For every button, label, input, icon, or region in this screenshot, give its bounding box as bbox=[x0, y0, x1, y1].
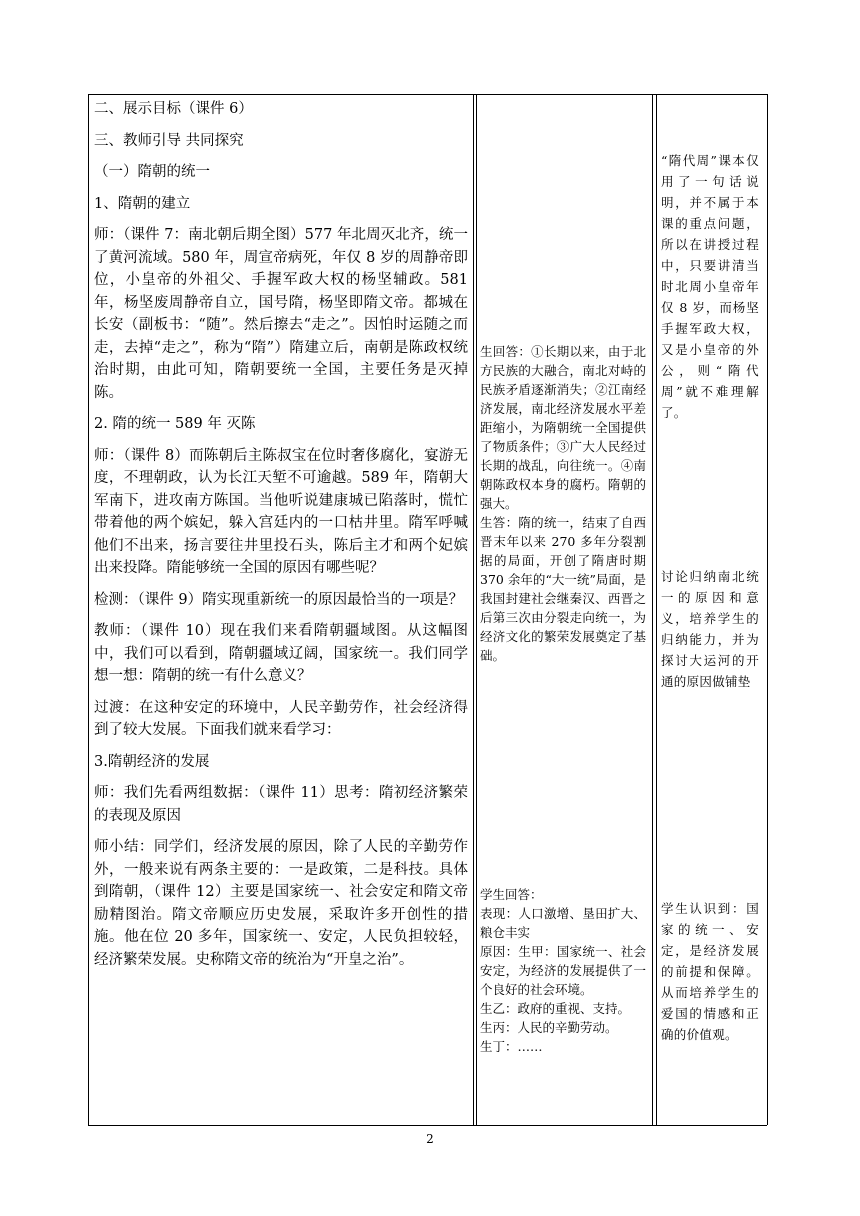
paragraph: 师：（课件 8）而陈朝后主陈叔宝在位时奢侈腐化，宴游无度，不理朝政，认为长江天堑不可逾越。589 年，隋朝大军南下，进攻南方陈国。当他听说建康城已陷落时，慌忙带着他的两个嫔妃，躲入宫廷内的一口枯井里。隋军呼喊他们不出来，扬言要往井里投石头，陈后主才和两个妃嫔出来投降。隋能够统一全国的原因有哪些呢？ bbox=[94, 447, 468, 576]
student-answer-block-2 bbox=[480, 885, 646, 1056]
student-answer: 生回答：①长期以来，由于北方民族的大融合，南北对峙的民族矛盾逐渐消失；②江南经济发展，南北经济发展水平差距缩小，为隋朝统一全国提供了物质条件；③广大人民经过长期的战乱，向往统一。④南朝陈政权本身的腐朽。隋朝的强大。 bbox=[480, 344, 646, 511]
paragraph: （一）隋朝的统一 bbox=[94, 164, 210, 180]
student-answer-block-1 bbox=[480, 342, 646, 665]
paragraph: 检测：（课件 9）隋实现重新统一的原因最恰当的一项是？ bbox=[94, 591, 464, 608]
student-answer: 原因：生甲：国家统一、社会安定，为经济的发展提供了一个良好的社会环境。 bbox=[480, 944, 646, 997]
teaching-process-column bbox=[94, 98, 468, 980]
paragraph: 教师：（课件 10）现在我们来看隋朝疆域图。从这幅图中，我们可以看到，隋朝疆域辽阔，国家统一。我们同学想一想：隋朝的统一有什么意义？ bbox=[94, 623, 468, 684]
table-top-border bbox=[88, 94, 767, 95]
column-divider-2 bbox=[652, 94, 653, 1125]
table-right-border bbox=[767, 94, 768, 1125]
paragraph: 师小结：同学们，经济发展的原因，除了人民的辛勤劳作外，一般来说有两条主要的：一是政策，二是科技。具体到隋朝，（课件 12）主要是国家统一、社会安定和隋文帝励精图治。隋文帝顺应历史发展，采取许多开创性的措施。他在位 20 多年，国家统一、安定，人民负担较轻，经济繁荣发展。史称隋文帝的统治为“开皇之治”。 bbox=[94, 839, 468, 968]
paragraph: 1、隋朝的建立 bbox=[94, 195, 191, 212]
page-number: 2 bbox=[426, 1132, 434, 1146]
student-answer: 生答：隋的统一，结束了自西晋末年以来 270 多年分裂割据的局面，开创了隋唐时期 370 余年的“大一统”局面，是我国封建社会继秦汉、西晋之后第三次由分裂走向统一，为经济文化的繁荣发展奠定了基础。 bbox=[480, 515, 646, 663]
column-divider-1 bbox=[473, 94, 474, 1125]
table-left-border bbox=[88, 94, 89, 1125]
design-note: “隋代周”课本仅用了一句话说明，并不属于本课的重点问题，所以在讲授过程中，只要讲清当时北周小皇帝年仅 8 岁，而杨坚手握军政大权，又是小皇帝的外公，则“隋代周”就不难理解了。 bbox=[661, 153, 759, 420]
paragraph: 师：（课件 7：南北朝后期全图）577 年北周灭北齐，统一了黄河流域。580 年，周宣帝病死，年仅 8 岁的周静帝即位，小皇帝的外祖父、手握军政大权的杨坚辅政。581 年，杨坚废周静帝自立，国号隋，杨坚即隋文帝。都城在长安（副板书：“随”。然后擦去“走之”。因怕时运随之而走，去掉“走之”，称为“隋”）隋建立后，南朝是陈政权统治时期，由此可知，隋朝要统一全国，主要任务是灭掉陈。 bbox=[94, 227, 468, 401]
student-answer: 学生回答： bbox=[480, 887, 543, 902]
paragraph: 2. 隋的统一 589 年 灭陈 bbox=[94, 416, 256, 432]
design-note-3 bbox=[661, 898, 759, 1045]
student-answer: 表现：人口激增、垦田扩大、粮仓丰实 bbox=[480, 906, 646, 940]
paragraph: 3.隋朝经济的发展 bbox=[94, 753, 210, 770]
paragraph: 二、展示目标（课件 6） bbox=[94, 101, 253, 117]
paragraph: 师：我们先看两组数据：（课件 11）思考：隋初经济繁荣的表现及原因 bbox=[94, 785, 468, 824]
column-divider-1b bbox=[476, 94, 477, 1125]
design-note-1 bbox=[661, 150, 759, 423]
paragraph: 三、教师引导 共同探究 bbox=[94, 132, 244, 149]
design-note: 讨论归纳南北统一的原因和意义，培养学生的归纳能力，并为探讨大运河的开通的原因做铺垫 bbox=[661, 569, 759, 689]
design-note: 学生认识到：国家的统一、安定，是经济发展的前提和保障。从而培养学生的爱国的情感和正确的价值观。 bbox=[661, 901, 759, 1042]
student-answer: 生丙：人民的辛勤劳动。 bbox=[480, 1020, 618, 1035]
paragraph: 过渡：在这种安定的环境中，人民辛勤劳作，社会经济得到了较大发展。下面我们就来看学习： bbox=[94, 699, 468, 738]
table-bottom-border bbox=[88, 1125, 767, 1126]
student-answer: 生乙：政府的重视、支持。 bbox=[480, 1001, 631, 1016]
design-note-2 bbox=[661, 566, 759, 692]
student-answer: 生丁：…… bbox=[480, 1039, 543, 1054]
column-divider-2b bbox=[656, 94, 657, 1125]
